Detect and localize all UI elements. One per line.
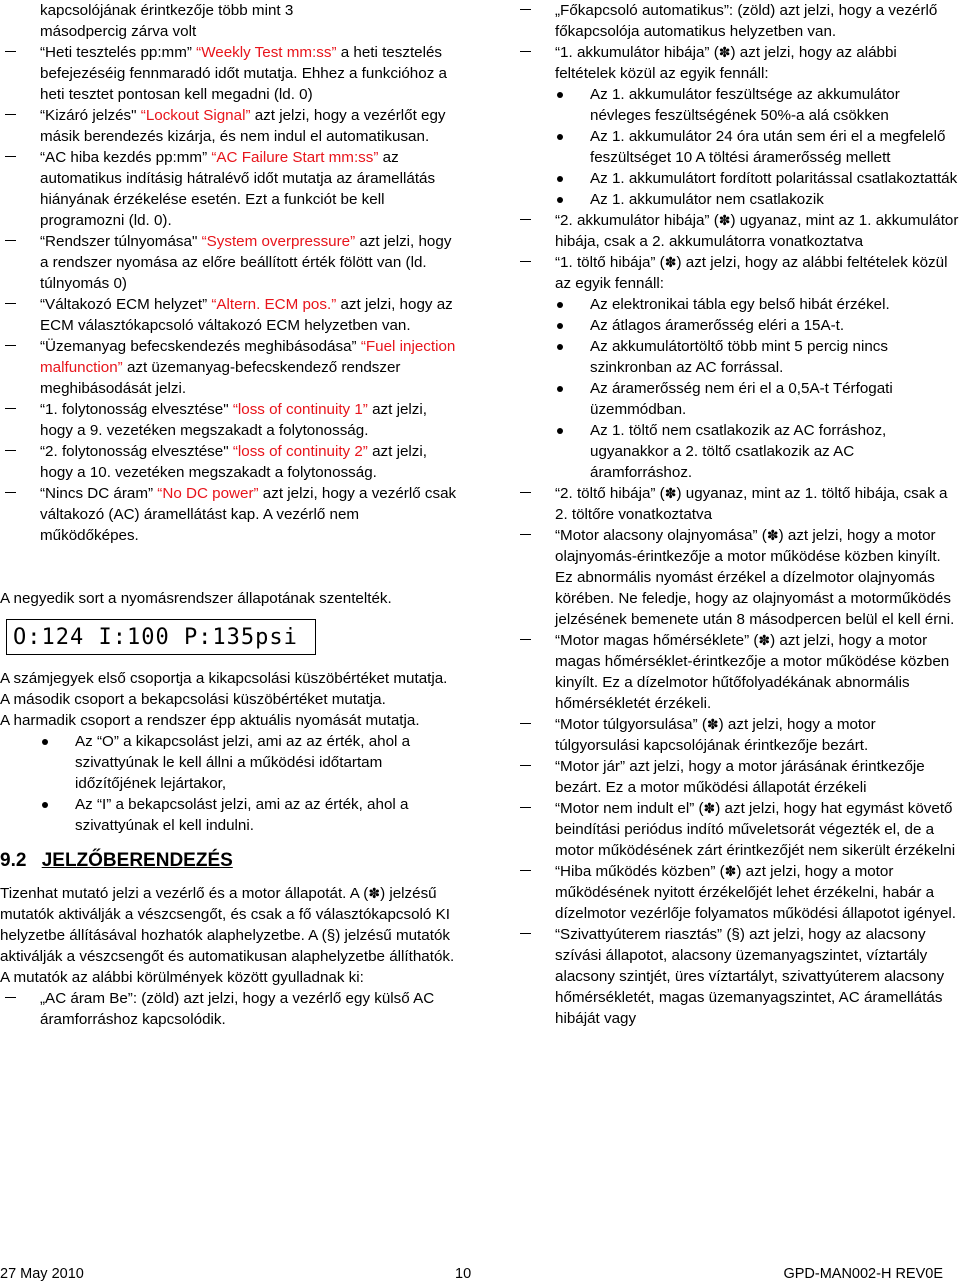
item-text: Az elektronikai tábla egy belső hibát érzékel. — [590, 296, 890, 313]
item-english-label: “System overpressure” — [201, 233, 356, 250]
item-text: azt jelzi, hogy a 10. vezetéken megszakadt a folytonosság. — [40, 443, 427, 481]
footer-doc-id: GPD-MAN002-H REV0E — [783, 1266, 943, 1282]
star-icon: ✽ — [758, 632, 771, 648]
item-english-label: “Altern. ECM pos.” — [211, 296, 337, 313]
list-item — [0, 147, 462, 231]
dash-marker — [5, 51, 16, 52]
list-item — [0, 105, 462, 147]
list-item — [515, 630, 960, 714]
list-item — [0, 483, 462, 546]
star-icon: ✽ — [766, 527, 779, 543]
list-item: “1. akkumulátor hibája” (✽) azt jelzi, hogy az alábbi feltételek közül az egyik fennáll: — [515, 42, 960, 84]
list-item — [0, 441, 462, 483]
item-text: “Motor magas hőmérséklete” ( — [555, 632, 759, 649]
list-item — [0, 294, 462, 336]
dash-marker — [520, 870, 531, 871]
list-item — [515, 525, 960, 630]
item-english-label: “loss of continuity 2” — [232, 443, 368, 460]
list-item — [515, 861, 960, 924]
list-item — [515, 483, 960, 525]
bullet-dot — [557, 134, 563, 140]
star-icon: ✽ — [718, 212, 731, 228]
intro-text — [0, 0, 462, 42]
bullet-dot — [557, 428, 563, 434]
item-english-label: “AC Failure Start mm:ss” — [211, 149, 379, 166]
list-item — [515, 798, 960, 861]
item-text: “AC hiba kezdés pp:mm” — [40, 149, 212, 166]
footer-date: 27 May 2010 — [0, 1266, 84, 1282]
bullet-dot — [42, 739, 48, 745]
item-text: “Üzemanyag befecskendezés meghibásodása” — [40, 338, 361, 355]
dash-marker — [5, 408, 16, 409]
indicator-list-a — [0, 42, 462, 546]
battery-1-conditions — [515, 84, 960, 210]
dash-marker — [520, 933, 531, 934]
item-text: ) azt jelzi, hogy a motor működésének nyitott érzékelőjét lehet érzékelni, habár a dízelmotor vezérlője folyamatos működési állapotot igényel. — [555, 863, 956, 922]
list-item: “1. töltő hibája” (✽) azt jelzi, hogy az alábbi feltételek közül az egyik fennáll: — [515, 252, 960, 294]
list-item — [0, 336, 462, 399]
list-item — [515, 336, 960, 378]
item-text: Az 1. akkumulátor 24 óra után sem éri el a megfelelő feszültséget 10 A töltési áramerősség mellett — [590, 128, 946, 166]
bullet-dot — [557, 344, 563, 350]
list-item: Az “O” a kikapcsolást jelzi, ami az az érték, ahol a szivattyúnak le kell állni a működési időtartam időzítőjének lejártakor, — [0, 731, 462, 794]
item-text: “Nincs DC áram” — [40, 485, 158, 502]
item-text: ) azt jelzi, hogy a motor magas hőmérséklet-érintkezője a motor működése közben kinyílt. Ez a dízelmotor hűtőfolyadékának abnormális hőmérsékletét érzékeli. — [555, 632, 950, 712]
item-text: “1. folytonosság elvesztése" — [40, 401, 233, 418]
item-text: az automatikus indításig hátralévő időt mutatja az áramellátás hiányának érzékelése esetén. Ezt a funkciót be kell programozni (ld. 0). — [40, 149, 436, 229]
dash-marker — [520, 219, 531, 220]
dash-marker — [5, 303, 16, 304]
star-icon: ✽ — [703, 800, 716, 816]
item-text: Az áramerősség nem éri el a 0,5A-t Térfogati üzemmódban. — [590, 380, 893, 418]
item-text: “Hiba működés közben” ( — [555, 863, 725, 880]
list-item — [515, 84, 960, 126]
dash-marker — [520, 765, 531, 766]
item-text: azt jelzi, hogy a vezérlő csak váltakozó (AC) áramellátást kap. A vezérlő nem működőképes. — [40, 485, 457, 544]
item-english-label: “loss of continuity 1” — [232, 401, 368, 418]
list-item — [515, 420, 960, 483]
bullet-dot — [557, 92, 563, 98]
star-icon: ✽ — [664, 254, 677, 270]
dash-marker — [5, 156, 16, 157]
item-text: Az 1. akkumulátort fordított polaritással csatlakoztatták — [590, 170, 958, 187]
item-text: “Motor nem indult el” ( — [555, 800, 704, 817]
charger-1-conditions — [515, 294, 960, 483]
item-text: “Váltakozó ECM helyzet” — [40, 296, 212, 313]
indicator-list-c — [515, 483, 960, 1029]
item-text: azt jelzi, hogy a 9. vezetéken megszakadt a folytonosság. — [40, 401, 427, 439]
item-text: ) ugyanaz, mint az 1. töltő hibája, csak a 2. töltőre vonatkoztatva — [555, 485, 948, 523]
item-text: azt jelzi, hogy az ECM választókapcsoló váltakozó ECM helyzetben van. — [40, 296, 453, 334]
dash-marker — [520, 261, 531, 262]
section-heading: 9.2 JELZŐBERENDEZÉS — [0, 850, 233, 871]
right-column — [515, 0, 960, 1029]
item-text: “Szivattyúterem riasztás” (§) azt jelzi, hogy az alacsony szívási állapotot, alacsony üzemanyagszintet, víztartály alacsony szintjét, üres víztartályt, szivattyúterem alacsony hőmérsékletét, magas üzemanyagszintet, AC áramellátás hibáját vagy — [555, 926, 945, 1027]
list-item — [515, 924, 960, 1029]
star-icon: ✽ — [724, 863, 737, 879]
list-item — [515, 168, 960, 189]
item-text: Az akkumulátortöltő több mint 5 percig nincs szinkronban az AC forrással. — [590, 338, 888, 376]
star-icon: ✽ — [718, 44, 731, 60]
dash-marker — [520, 723, 531, 724]
group-text-2: A második csoport a bekapcsolási küszöbértéket mutatja. — [0, 691, 386, 708]
list-item — [515, 756, 960, 798]
item-text: ) azt jelzi, hogy a motor olajnyomás-érintkezője a motor működése közben kinyílt. Ez abnormális nyomást érzékel a dízelmotor olajnyomás körében. Ne feledje, hogy az olajnyomást a motorműködés jelzésének bemenete után 8 másodpercen belül el kell érni. — [555, 527, 955, 628]
star-icon: ✽ — [706, 716, 719, 732]
item-text: “Rendszer túlnyomása" — [40, 233, 202, 250]
item-text: azt jelzi, hogy a rendszer nyomása az előre beállított érték fölött van (ld. túlnyomás 0) — [40, 233, 452, 292]
bullet-dot — [557, 323, 563, 329]
list-item — [0, 231, 462, 294]
left-column — [0, 0, 462, 1030]
bullet-dot — [557, 176, 563, 182]
bullet-dot — [557, 302, 563, 308]
group-text-3: A harmadik csoport a rendszer épp aktuális nyomását mutatja. — [0, 712, 420, 729]
item-text: Az 1. akkumulátor feszültsége az akkumulátor névleges feszültségének 50%-a alá csökken — [590, 86, 900, 124]
dash-marker — [520, 639, 531, 640]
list-item — [515, 378, 960, 420]
list-item: „AC áram Be”: (zöld) azt jelzi, hogy a vezérlő egy külső AC áramforráshoz kapcsolódik. — [0, 988, 462, 1030]
intro-line: másodpercig zárva volt — [40, 23, 197, 40]
item-text: a heti tesztelés befejezéséig fennmaradó időt mutatja. Ehhez a funkcióhoz a heti tesztet pontosan kell megadni (ld. 0) — [40, 44, 447, 103]
list-item — [515, 126, 960, 168]
dash-marker — [5, 450, 16, 451]
list-item — [515, 315, 960, 336]
list-item — [0, 399, 462, 441]
item-english-label: “Lockout Signal” — [140, 107, 251, 124]
item-text: Az átlagos áramerősség eléri a 15A-t. — [590, 317, 845, 334]
footer-page-number: 10 — [455, 1266, 472, 1282]
group-text-1: A számjegyek első csoportja a kikapcsolási küszöbértéket mutatja. — [0, 670, 448, 687]
item-text: “Motor alacsony olajnyomása” ( — [555, 527, 767, 544]
list-item: Az “I” a bekapcsolást jelzi, ami az az érték, ahol a szivattyúnak el kell indulni. — [0, 794, 462, 836]
bullet-dot — [42, 802, 48, 808]
item-text: “Motor jár” azt jelzi, hogy a motor járásának érintkezője bezárt. Ez a motor működési állapotát érzékeli — [555, 758, 925, 796]
pressure-intro: A negyedik sort a nyomásrendszer állapotának szentelték. — [0, 590, 392, 607]
dash-marker — [520, 807, 531, 808]
star-icon: ✽ — [664, 485, 677, 501]
paragraph-2: A mutatók az alábbi körülmények között gyulladnak ki: — [0, 969, 364, 986]
item-text: “Kizáró jelzés" — [40, 107, 141, 124]
paragraph-1: Tizenhat mutató jelzi a vezérlő és a motor állapotát. A (✽) jelzésű mutatók aktiválják a vészcsengőt, és csak a fő választókapcsoló KI helyzetbe állításával hozhatók alaphelyzetbe. A (§) jelzésű mutatók aktiválják a vészcsengőt és automatikusan alaphelyzetbe állíthatók. — [0, 885, 455, 965]
dash-marker — [520, 51, 531, 52]
dash-marker — [5, 492, 16, 493]
bullet-dot — [557, 197, 563, 203]
dash-marker — [5, 114, 16, 115]
star-icon: ✽ — [368, 885, 381, 901]
item-text: Az 1. töltő nem csatlakozik az AC forráshoz, ugyanakkor a 2. töltő csatlakozik az AC áramforráshoz. — [590, 422, 887, 481]
dash-marker — [5, 240, 16, 241]
item-english-label: “No DC power” — [157, 485, 259, 502]
item-text: azt üzemanyag-befecskendező rendszer meghibásodását jelzi. — [40, 359, 401, 397]
item-text: “2. folytonosság elvesztése" — [40, 443, 233, 460]
item-text: “Heti tesztelés pp:mm” — [40, 44, 197, 61]
item-text: azt jelzi, hogy a vezérlőt egy másik berendezés kizárja, és nem indul el automatikusan. — [40, 107, 446, 145]
item-text: ) azt jelzi, hogy a motor túlgyorsulási kapcsolójának érintkezője bezárt. — [555, 716, 876, 754]
lcd-display: O:124 I:100 P:135psi — [6, 619, 316, 655]
list-item — [515, 189, 960, 210]
item-english-label: “Fuel injection malfunction” — [40, 338, 456, 376]
list-item — [515, 714, 960, 756]
list-item — [515, 294, 960, 315]
dash-marker — [520, 492, 531, 493]
item-text: “Motor túlgyorsulása” ( — [555, 716, 707, 733]
dash-marker — [520, 9, 531, 10]
item-english-label: “Weekly Test mm:ss” — [196, 44, 337, 61]
item-text: Az 1. akkumulátor nem csatlakozik — [590, 191, 824, 208]
dash-marker — [520, 534, 531, 535]
list-item: „Főkapcsoló automatikus”: (zöld) azt jelzi, hogy a vezérlő főkapcsolója automatikus helyzetben van. — [515, 0, 960, 42]
dash-marker — [5, 345, 16, 346]
list-item — [0, 42, 462, 105]
dash-marker — [5, 997, 16, 998]
item-text: ) azt jelzi, hogy hat egymást követő beindítási periódus indító műveletsorát végezték el, de a motor működésének zárt érintkezőjét nem sikerült érzékelni — [555, 800, 956, 859]
list-item: “2. akkumulátor hibája” (✽) ugyanaz, mint az 1. akkumulátor hibája, csak a 2. akkumulátorra vonatkoztatva — [515, 210, 960, 252]
bullet-dot — [557, 386, 563, 392]
item-text: “2. töltő hibája” ( — [555, 485, 665, 502]
intro-line: kapcsolójának érintkezője több mint 3 — [40, 2, 294, 19]
